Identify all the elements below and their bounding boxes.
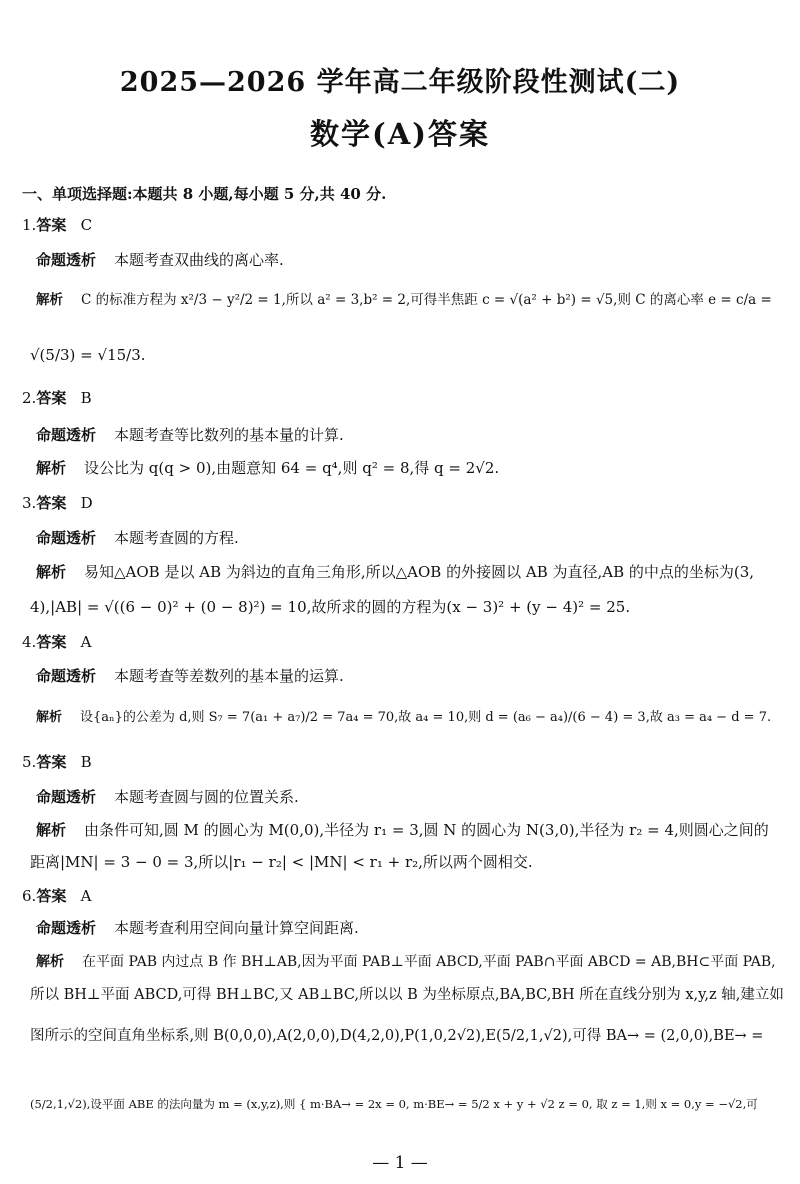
document-subtitle: 数学(A)答案 <box>310 117 490 151</box>
q5-answer-label: 答案 <box>36 753 67 771</box>
q6-analysis-1: 在平面 PAB 内过点 B 作 BH⊥AB,因为平面 PAB⊥平面 ABCD,平面 PAB∩平面 ABCD = AB,BH⊂平面 PAB, <box>82 954 776 970</box>
q1-analysis-1: C 的标准方程为 x²/3 − y²/2 = 1,所以 a² = 3,b² = 2,可得半焦距 c = √(a² + b²) = √5,则 C 的离心率 e = c/a = <box>81 292 772 308</box>
q4-analysis-line-1 <box>36 708 771 728</box>
q6-analysis-label: 解析 <box>36 954 64 970</box>
q3-insight-row <box>36 528 239 548</box>
q2-answer-row <box>22 388 92 408</box>
q3-analysis-label: 解析 <box>36 563 67 581</box>
q6-answer: A <box>80 887 92 905</box>
q1-answer-row <box>22 215 92 235</box>
q3-insight: 本题考查圆的方程. <box>114 529 239 547</box>
q6-answer-row <box>22 886 91 906</box>
q6-analysis-line-1 <box>36 952 776 972</box>
q3-answer-row <box>22 493 93 513</box>
q5-number: 5. <box>22 753 37 771</box>
page-number: — 1 — <box>372 1153 428 1173</box>
q1-answer-label: 答案 <box>36 216 67 234</box>
q4-analysis-label: 解析 <box>36 710 63 725</box>
q6-analysis-line-2: 所以 BH⊥平面 ABCD,可得 BH⊥BC,又 AB⊥BC,所以以 B 为坐标原点,BA,BC,BH 所在直线分别为 x,y,z 轴,建立如 <box>30 987 784 1003</box>
q6-insight-row <box>36 918 359 938</box>
q1-answer: C <box>80 216 93 234</box>
q5-insight-row <box>36 787 299 807</box>
q3-analysis-1: 易知△AOB 是以 AB 为斜边的直角三角形,所以△AOB 的外接圆以 AB 为直径,AB 的中点的坐标为(3, <box>84 563 755 581</box>
q1-analysis-line-1 <box>36 290 772 310</box>
q4-analysis-1: 设{aₙ}的公差为 d,则 S₇ = 7(a₁ + a₇)/2 = 7a₄ = 70,故 a₄ = 10,则 d = (a₆ − a₄)/(6 − 4) = 3,故 a₃ = a₄ − d = 7. <box>80 710 772 725</box>
q2-analysis-line-1 <box>36 458 499 478</box>
q2-answer-label: 答案 <box>36 389 67 407</box>
q6-analysis-line-4: (5/2,1,√2),设平面 ABE 的法向量为 m = (x,y,z),则 { m·BA→ = 2x = 0, m·BE→ = 5/2 x + y + √2 z = 0, 取 z = 1,则 x = 0,y = −√2,可 <box>30 1097 758 1111</box>
q1-insight: 本题考查双曲线的离心率. <box>114 251 284 269</box>
q4-insight-row <box>36 666 344 686</box>
section-heading: 一、单项选择题:本题共 8 小题,每小题 5 分,共 40 分. <box>22 185 387 203</box>
q5-analysis-1: 由条件可知,圆 M 的圆心为 M(0,0),半径为 r₁ = 3,圆 N 的圆心为 N(3,0),半径为 r₂ = 4,则圆心之间的 <box>84 821 769 839</box>
q1-insight-row <box>36 250 284 270</box>
q1-analysis-label: 解析 <box>36 292 63 308</box>
q1-analysis-line-2: √(5/3) = √15/3. <box>30 346 146 364</box>
q2-insight: 本题考查等比数列的基本量的计算. <box>114 426 344 444</box>
q5-answer: B <box>80 753 92 771</box>
q4-answer-label: 答案 <box>36 633 67 651</box>
q4-insight: 本题考查等差数列的基本量的运算. <box>114 667 344 685</box>
q5-insight-label: 命题透析 <box>36 788 97 806</box>
q6-number: 6. <box>22 887 37 905</box>
q4-answer: A <box>80 633 92 651</box>
q6-analysis-line-3: 图所示的空间直角坐标系,则 B(0,0,0),A(2,0,0),D(4,2,0),P(1,0,2√2),E(5/2,1,√2),可得 BA→ = (2,0,0),BE→ = <box>30 1028 764 1044</box>
q5-insight: 本题考查圆与圆的位置关系. <box>114 788 299 806</box>
q4-number: 4. <box>22 633 37 651</box>
q2-insight-label: 命题透析 <box>36 426 97 444</box>
q3-answer-label: 答案 <box>36 494 67 512</box>
q4-answer-row <box>22 632 91 652</box>
q3-insight-label: 命题透析 <box>36 529 97 547</box>
q2-answer: B <box>80 389 92 407</box>
q6-insight-label: 命题透析 <box>36 919 97 937</box>
q5-analysis-line-2: 距离|MN| = 3 − 0 = 3,所以|r₁ − r₂| < |MN| < r₁ + r₂,所以两个圆相交. <box>30 853 533 871</box>
q2-analysis-1: 设公比为 q(q > 0),由题意知 64 = q⁴,则 q² = 8,得 q = 2√2. <box>84 459 500 477</box>
q4-insight-label: 命题透析 <box>36 667 97 685</box>
q2-analysis-label: 解析 <box>36 459 67 477</box>
q1-number: 1. <box>22 216 37 234</box>
q3-analysis-line-2: 4),|AB| = √((6 − 0)² + (0 − 8)²) = 10,故所求的圆的方程为(x − 3)² + (y − 4)² = 25. <box>30 598 631 616</box>
q3-answer: D <box>80 494 93 512</box>
q2-insight-row <box>36 425 344 445</box>
q6-insight: 本题考查利用空间向量计算空间距离. <box>114 919 359 937</box>
q5-analysis-label: 解析 <box>36 821 67 839</box>
q3-analysis-line-1 <box>36 562 754 582</box>
q1-insight-label: 命题透析 <box>36 251 97 269</box>
q5-analysis-line-1 <box>36 820 769 840</box>
q2-number: 2. <box>22 389 37 407</box>
q3-number: 3. <box>22 494 37 512</box>
q6-answer-label: 答案 <box>36 887 67 905</box>
q5-answer-row <box>22 752 92 772</box>
document-title: 2025—2026 学年高二年级阶段性测试(二) <box>119 67 681 98</box>
